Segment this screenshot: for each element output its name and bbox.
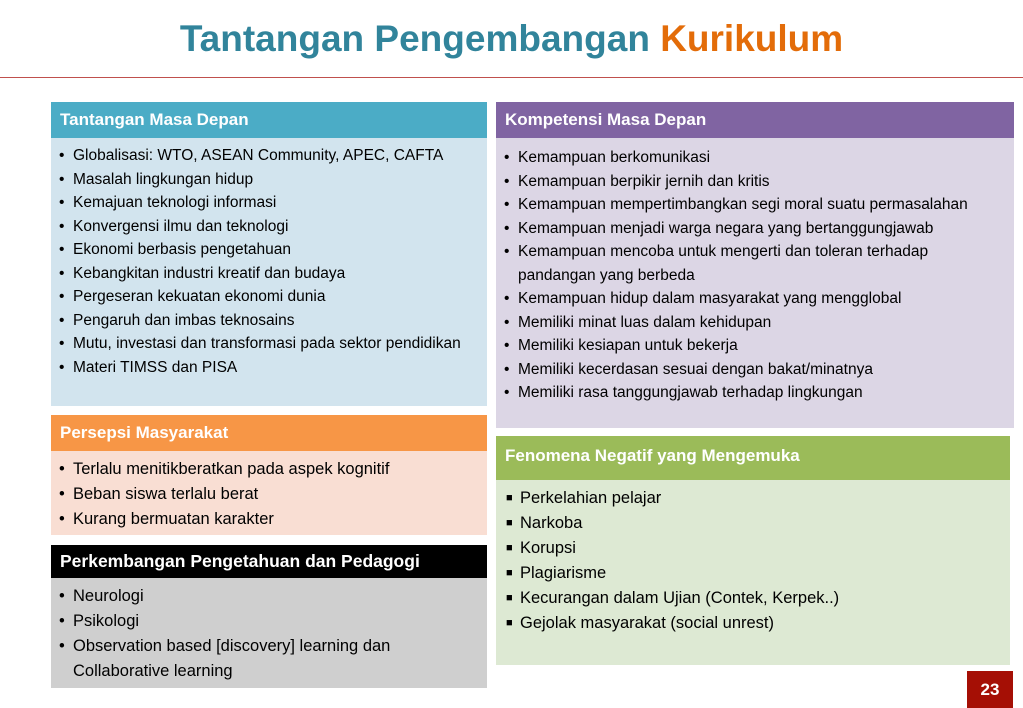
- bullet-icon: •: [504, 290, 510, 307]
- bullet-icon: •: [504, 219, 510, 237]
- square-bullet-icon: ■: [506, 567, 513, 579]
- list-item: • Terlalu menitikberatkan pada aspek kognitif: [57, 457, 481, 482]
- bullet-icon: •: [504, 149, 510, 166]
- persepsi-list: [57, 457, 481, 532]
- square-bullet-icon: ■: [506, 492, 513, 504]
- list-item: ■ Korupsi: [504, 536, 1004, 561]
- list-item: ■ Perkelahian pelajar: [504, 486, 1004, 511]
- perkembangan-list: [57, 584, 481, 684]
- list-item: • Kebangkitan industri kreatif dan budaya: [57, 262, 481, 286]
- bullet-icon: •: [59, 460, 65, 478]
- bullet-icon: •: [59, 485, 65, 503]
- bullet-icon: •: [59, 587, 65, 605]
- list-item: • Observation based [discovery] learning dan Collaborative learning: [57, 634, 481, 684]
- persepsi-header: Persepsi Masyarakat: [51, 415, 487, 451]
- bullet-icon: •: [504, 360, 510, 378]
- bullet-icon: •: [59, 358, 65, 376]
- square-bullet-icon: ■: [506, 617, 513, 629]
- title-accent: Kurikulum: [660, 18, 844, 59]
- square-bullet-icon: ■: [506, 517, 513, 529]
- tantangan-masa-depan-panel: [51, 102, 487, 406]
- tantangan-header: Tantangan Masa Depan: [51, 102, 487, 138]
- list-item: • Kemampuan berkomunikasi: [502, 146, 1008, 170]
- list-item: • Mutu, investasi dan transformasi pada sektor pendidikan: [57, 332, 481, 356]
- list-item: • Konvergensi ilmu dan teknologi: [57, 215, 481, 239]
- square-bullet-icon: ■: [506, 542, 513, 554]
- list-item: • Kemajuan teknologi informasi: [57, 191, 481, 215]
- list-item: • Pergeseran kekuatan ekonomi dunia: [57, 285, 481, 309]
- kompetensi-header: Kompetensi Masa Depan: [496, 102, 1014, 138]
- list-item: • Kurang bermuatan karakter: [57, 507, 481, 532]
- fenomena-list: [504, 486, 1004, 636]
- list-item: • Materi TIMSS dan PISA: [57, 356, 481, 380]
- square-bullet-icon: ■: [506, 592, 513, 604]
- bullet-icon: •: [59, 147, 65, 164]
- bullet-icon: •: [59, 264, 65, 282]
- list-item: • Psikologi: [57, 609, 481, 634]
- list-item: • Pengaruh dan imbas teknosains: [57, 309, 481, 333]
- bullet-icon: •: [59, 217, 65, 235]
- fenomena-negatif-panel: [496, 436, 1010, 665]
- bullet-icon: •: [59, 241, 65, 258]
- list-item: • Memiliki minat luas dalam kehidupan: [502, 311, 1008, 335]
- bullet-icon: •: [504, 243, 510, 260]
- tantangan-body: [51, 138, 487, 406]
- list-item: • Masalah lingkungan hidup: [57, 168, 481, 192]
- list-item: ■ Gejolak masyarakat (social unrest): [504, 611, 1004, 636]
- bullet-icon: •: [504, 384, 510, 401]
- list-item: • Ekonomi berbasis pengetahuan: [57, 238, 481, 262]
- kompetensi-masa-depan-panel: [496, 102, 1014, 428]
- perkembangan-header: Perkembangan Pengetahuan dan Pedagogi: [51, 545, 487, 578]
- list-item: ■ Narkoba: [504, 511, 1004, 536]
- list-item: • Memiliki kesiapan untuk bekerja: [502, 334, 1008, 358]
- list-item: • Kemampuan mencoba untuk mengerti dan toleran terhadap pandangan yang berbeda: [502, 240, 1008, 287]
- list-item: • Beban siswa terlalu berat: [57, 482, 481, 507]
- list-item: • Kemampuan menjadi warga negara yang bertanggungjawab: [502, 217, 1008, 241]
- bullet-icon: •: [504, 172, 510, 190]
- bullet-icon: •: [59, 510, 65, 528]
- bullet-icon: •: [59, 170, 65, 188]
- list-item: • Memiliki rasa tanggungjawab terhadap lingkungan: [502, 381, 1008, 405]
- bullet-icon: •: [59, 194, 65, 211]
- kompetensi-body: [496, 138, 1014, 428]
- persepsi-body: [51, 451, 487, 535]
- title-divider: [0, 77, 1023, 78]
- bullet-icon: •: [504, 337, 510, 354]
- fenomena-header: Fenomena Negatif yang Mengemuka: [496, 436, 1010, 480]
- kompetensi-list: [502, 146, 1008, 405]
- fenomena-body: [496, 480, 1010, 665]
- list-item: • Memiliki kecerdasan sesuai dengan bakat/minatnya: [502, 358, 1008, 382]
- page-title: [0, 14, 1023, 64]
- bullet-icon: •: [504, 313, 510, 331]
- perkembangan-pengetahuan-panel: [51, 545, 487, 688]
- list-item: • Kemampuan berpikir jernih dan kritis: [502, 170, 1008, 194]
- list-item: • Globalisasi: WTO, ASEAN Community, APEC, CAFTA: [57, 144, 481, 168]
- tantangan-list: [57, 144, 481, 379]
- bullet-icon: •: [59, 311, 65, 329]
- title-main: Tantangan Pengembangan: [179, 18, 650, 59]
- list-item: ■ Plagiarisme: [504, 561, 1004, 586]
- bullet-icon: •: [59, 288, 65, 305]
- list-item: • Kemampuan hidup dalam masyarakat yang mengglobal: [502, 287, 1008, 311]
- bullet-icon: •: [59, 612, 65, 630]
- list-item: ■ Kecurangan dalam Ujian (Contek, Kerpek..): [504, 586, 1004, 611]
- list-item: • Neurologi: [57, 584, 481, 609]
- bullet-icon: •: [504, 196, 510, 213]
- page-number-badge: 23: [967, 671, 1013, 708]
- bullet-icon: •: [59, 335, 65, 352]
- bullet-icon: •: [59, 637, 65, 655]
- perkembangan-body: [51, 578, 487, 688]
- list-item: • Kemampuan mempertimbangkan segi moral suatu permasalahan: [502, 193, 1008, 217]
- persepsi-masyarakat-panel: [51, 415, 487, 535]
